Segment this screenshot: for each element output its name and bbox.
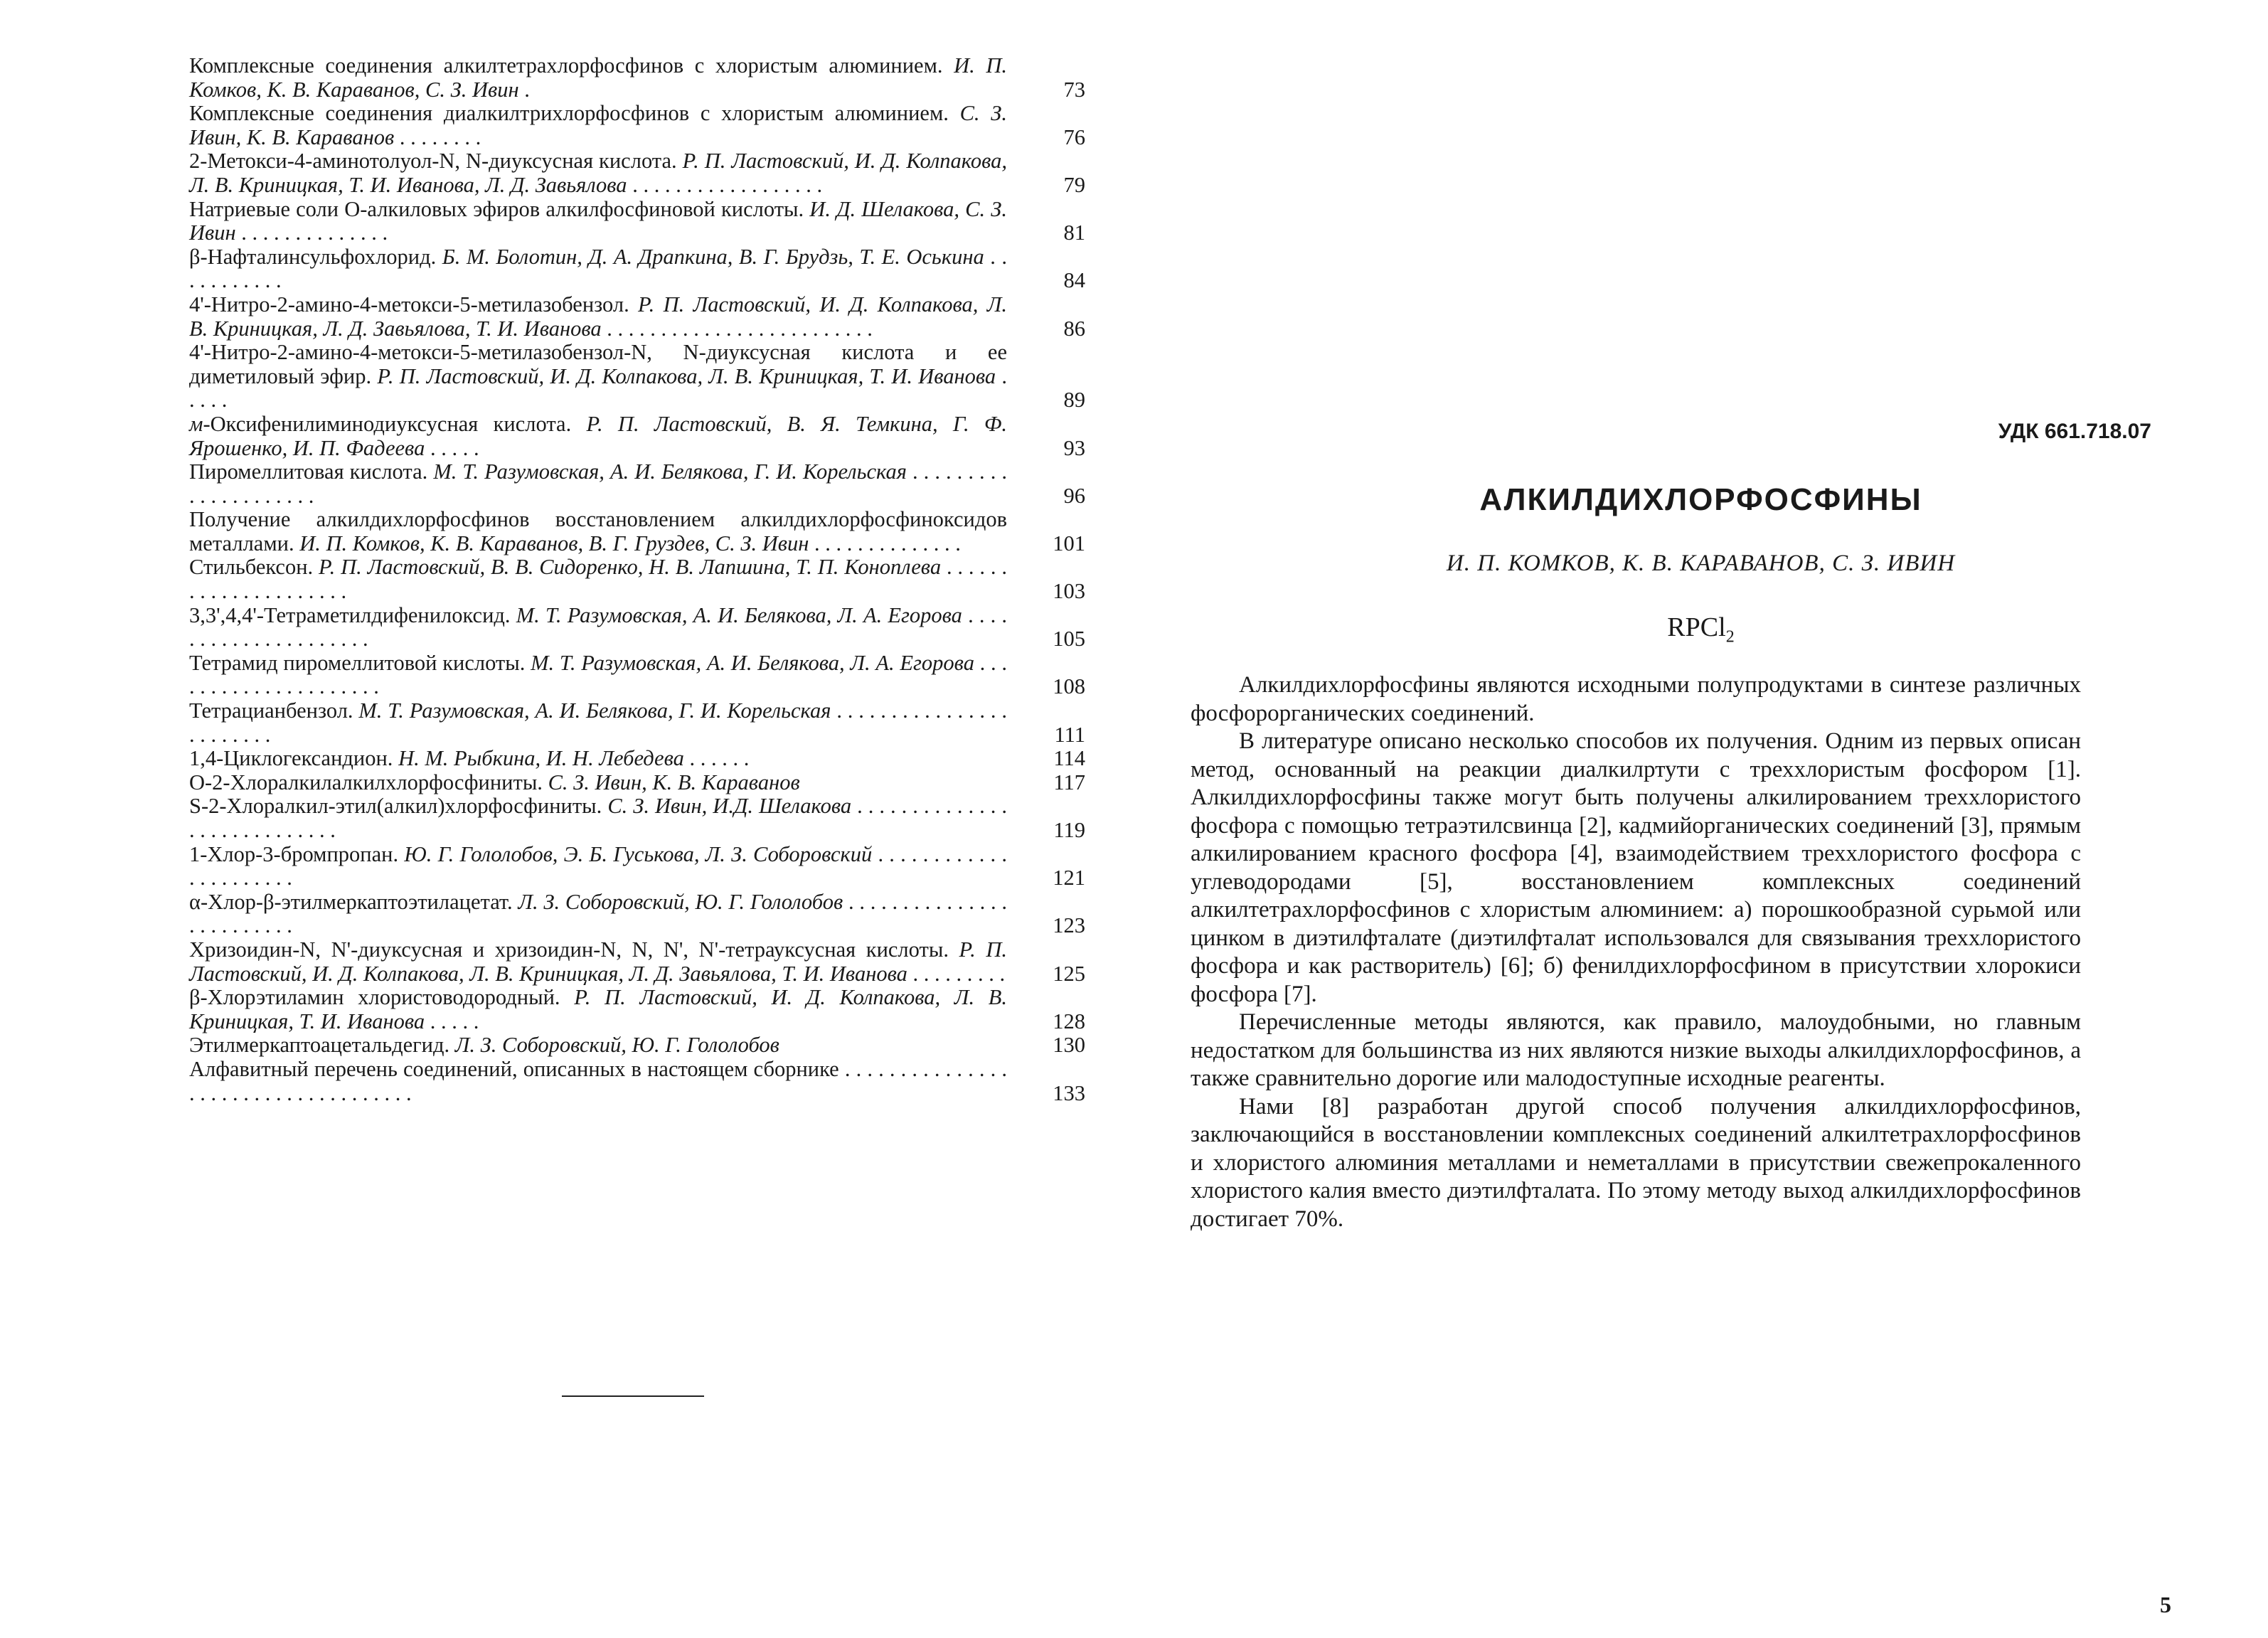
toc-entry-leader: . . . . . . . . . . . . . . . . . . . . . . . . xyxy=(189,698,1007,747)
toc-entry-text xyxy=(189,54,1007,102)
toc-entry-text xyxy=(189,604,1007,652)
toc-entry-page: 86 xyxy=(1063,316,1085,341)
paragraph: Алкилдихлорфосфины являются исходными полупродуктами в синтезе различных фосфорорганических соединений. xyxy=(1191,672,2081,726)
toc-entry-title: Тетрамид пиромеллитовой кислоты. xyxy=(189,650,531,675)
toc-entry-leader: . . . . . . . . xyxy=(394,124,481,149)
formula-subscript: 2 xyxy=(1725,627,1735,647)
toc-entry-leader: . xyxy=(518,77,530,102)
toc-entry-page: 101 xyxy=(1053,531,1085,555)
toc-entry-text xyxy=(189,245,1007,293)
chemical-formula xyxy=(1134,612,2268,647)
toc-entry-authors: И. Д. Шелакова, С. З. Ивин xyxy=(189,196,1007,245)
toc-entry-text xyxy=(189,555,1007,603)
paragraph: Нами [8] разработан другой способ получения алкилдихлорфосфинов, заключающийся в восстановлении комплексных соединений алкилтетрахлорфосфинов и хлористого алюминия металлами и неметаллами в присутствии свежепрокаленного хлористого калия вместо диэтилфталата. По этому методу выход алкилдихлорфосфинов достигает 70%. xyxy=(1191,1093,2081,1232)
toc-entry-authors: Р. П. Ластовский, И. Д. Колпакова, Л. В. Криницкая, Т. И. Иванова, Л. Д. Завьялова xyxy=(189,149,1008,197)
toc-entry-text xyxy=(189,843,1007,890)
toc-entry xyxy=(189,460,1085,508)
toc-entry xyxy=(189,149,1085,197)
toc-entry-page: 119 xyxy=(1053,818,1085,842)
toc-entry-page: 130 xyxy=(1053,1033,1085,1058)
toc-entry-page: 111 xyxy=(1054,722,1085,747)
toc-entry-title: 3,3',4,4'-Тетраметилдифенилоксид. xyxy=(189,602,516,627)
toc-entry-authors: М. Т. Разумовская, А. И. Белякова, Г. И. Корельская xyxy=(433,459,907,484)
toc-entry-authors: И. П. Комков, К. В. Караванов, С. З. Ивин xyxy=(189,53,1007,102)
toc-entry-page: 121 xyxy=(1053,866,1085,890)
toc-entry xyxy=(189,604,1085,652)
article-authors: И. П. КОМКОВ, К. В. КАРАВАНОВ, С. З. ИВИН xyxy=(1446,551,1956,576)
toc-entry-page: 81 xyxy=(1063,220,1085,245)
toc-entry-leader: . . . . . . . . . . . . . . . . . . . . . . . . . . . . . . . . . . . . xyxy=(189,1056,1008,1105)
toc-entry-page: 108 xyxy=(1053,674,1085,699)
toc-entry-title: 1,4-Циклогександион. xyxy=(189,746,399,771)
toc-entry-title: 4'-Нитро-2-амино-4-метокси-5-метилазобензол-N, N-диуксусная кислота и ее диметиловый эфир. xyxy=(189,340,1007,388)
toc-entry-leader: . . . . . . . . . . . xyxy=(189,244,1007,293)
toc-entry-authors: Р. П. Ластовский, И. Д. Колпакова, Л. В. Криницкая, Л. Д. Завьялова, Т. И. Иванова xyxy=(189,937,1007,986)
toc-entry-page: 133 xyxy=(1053,1080,1085,1105)
toc-entry-title: Тетрацианбензол. xyxy=(189,698,359,723)
toc-entry-page: 117 xyxy=(1053,770,1085,794)
udk-code: УДК 661.718.07 xyxy=(1998,420,2151,443)
toc-entry-text xyxy=(189,198,1007,245)
toc-entry-authors: Л. З. Соборовский, Ю. Г. Гололобов xyxy=(518,889,843,914)
toc-entry-title: О-2-Хлоралкилалкилхлорфосфиниты. xyxy=(189,770,548,794)
toc-entry-title: Получение алкилдихлорфосфинов восстановлением алкилдихлорфосфиноксидов металлами. xyxy=(189,507,1007,555)
toc-entry xyxy=(189,771,1085,795)
toc-entry-leader: . . . . . . . . . . . . . . . . . . . . . xyxy=(189,650,1008,699)
toc-entry xyxy=(189,293,1085,341)
article-title: АЛКИЛДИХЛОРФОСФИНЫ xyxy=(1479,482,1922,517)
toc-entry-page: 93 xyxy=(1063,435,1085,460)
toc-entry-title: 2-Метокси-4-аминотолуол-N, N-диуксусная кислота. xyxy=(189,149,683,174)
toc-entry-authors: Р. П. Ластовский, И. Д. Колпакова, Л. В. Криницкая, Л. Д. Завьялова, Т. И. Иванова xyxy=(189,292,1007,341)
toc-entry-leader: . . . . . . . . . . . . . . . . . . . . . xyxy=(189,459,1007,508)
toc-entry-text xyxy=(189,747,1007,771)
toc-entry-authors: М. Т. Разумовская, А. И. Белякова, Л. А. Егорова xyxy=(516,602,962,627)
toc-entry-text xyxy=(189,460,1007,508)
toc-entry-authors: Р. П. Ластовский, И. Д. Колпакова, Л. В. Криницкая, Т. И. Иванова xyxy=(377,363,996,388)
toc-entry xyxy=(189,747,1085,771)
toc-entry xyxy=(189,986,1085,1033)
toc-entry xyxy=(189,341,1085,413)
toc-entry-leader: . . . . . xyxy=(425,435,479,460)
toc-entry-page: 73 xyxy=(1063,77,1085,102)
toc-entry-authors: Ю. Г. Гололобов, Э. Б. Гуськова, Л. З. Соборовский xyxy=(404,841,873,866)
toc-entry-authors: М. Т. Разумовская, А. И. Белякова, Л. А. Егорова xyxy=(531,650,974,675)
toc-entry-authors: Р. П. Ластовский, И. Д. Колпакова, Л. В. Криницкая, Т. И. Иванова xyxy=(189,985,1007,1033)
toc-entry-text xyxy=(189,699,1007,747)
toc-entry xyxy=(189,652,1085,699)
toc-entry-title: Комплексные соединения диалкилтрихлорфосфинов с хлористым алюминием. xyxy=(189,101,960,126)
toc-entry-title: α-Хлор-β-этилмеркаптоэтилацетат. xyxy=(189,889,518,914)
formula-main: RPCl xyxy=(1667,612,1726,642)
toc-entry-leader: . . . . . . . . . xyxy=(907,961,1006,986)
toc-entry-title: Алфавитный перечень соединений, описанных в настоящем сборнике xyxy=(189,1056,839,1081)
toc-entry-prefix-italic: м xyxy=(189,411,203,436)
toc-entry-page: 103 xyxy=(1053,579,1085,604)
toc-entry-text xyxy=(189,890,1007,938)
toc-entry xyxy=(189,938,1085,986)
toc-entry-page: 79 xyxy=(1063,172,1085,197)
toc-entry-title: -Оксифенилиминодиуксусная кислота. xyxy=(203,411,587,436)
toc-entry-text xyxy=(189,293,1007,341)
toc-entry-text xyxy=(189,652,1007,699)
toc-entry-text xyxy=(189,102,1007,149)
toc-entry-leader: . . . . . . xyxy=(683,746,750,771)
toc-entry-page: 128 xyxy=(1053,1009,1085,1033)
toc-entry-text xyxy=(189,938,1007,986)
toc-entry-title: S-2-Хлоралкил-этил(алкил)хлорфосфиниты. xyxy=(189,794,608,819)
toc-entry xyxy=(189,843,1085,890)
toc-entry-authors: Р. П. Ластовский, В. Я. Темкина, Г. Ф. Ярошенко, И. П. Фадеева xyxy=(189,411,1007,460)
toc-entry-text xyxy=(189,413,1007,460)
toc-entry xyxy=(189,245,1085,293)
toc-entry xyxy=(189,54,1085,102)
toc-entry-text xyxy=(189,794,1007,842)
toc-entry xyxy=(189,198,1085,245)
toc-entry-text xyxy=(189,341,1007,413)
toc-entry-title: Комплексные соединения алкилтетрахлорфосфинов с хлористым алюминием. xyxy=(189,53,954,78)
toc-entry-leader: . . . . . xyxy=(425,1009,479,1033)
toc-entry-text xyxy=(189,508,1007,555)
toc-entry-authors: Н. М. Рыбкина, И. Н. Лебедева xyxy=(398,746,684,771)
toc-entry-page: 96 xyxy=(1063,483,1085,508)
toc-entry-text xyxy=(189,1058,1007,1105)
toc-entry-leader: . . . . . . . . . . . . . . . . . . . . . . . . . xyxy=(601,316,873,341)
toc-entry-leader: . . . . . . . . . . . . . . . . . . . . . . xyxy=(189,841,1007,890)
toc-entry xyxy=(189,794,1085,842)
toc-entry xyxy=(189,1033,1085,1058)
table-of-contents xyxy=(189,54,1085,1105)
toc-entry-page: 123 xyxy=(1053,913,1085,938)
toc-entry-leader: . . . . . . . . . . . . . . . . . . . . . . . . . xyxy=(189,889,1007,938)
toc-entry-title: Стильбексон. xyxy=(189,555,319,580)
toc-entry-text xyxy=(189,1033,1007,1058)
toc-entry-page: 105 xyxy=(1053,627,1085,652)
toc-entry xyxy=(189,890,1085,938)
article-body xyxy=(1191,671,2081,1233)
toc-entry-authors: И. П. Комков, К. В. Караванов, В. Г. Груздев, С. З. Ивин xyxy=(299,531,809,555)
toc-entry-title: β-Хлорэтиламин хлористоводородный. xyxy=(189,985,575,1010)
toc-entry-page: 125 xyxy=(1053,961,1085,986)
toc-entry-page: 76 xyxy=(1063,124,1085,149)
end-rule xyxy=(562,1395,704,1397)
toc-entry-title: Натриевые соли О-алкиловых эфиров алкилфосфиновой кислоты. xyxy=(189,196,810,221)
toc-entry-authors: Б. М. Болотин, Д. А. Драпкина, В. Г. Брудзь, Т. Е. Оськина xyxy=(442,244,984,269)
toc-entry-text xyxy=(189,771,1007,795)
toc-entry-text xyxy=(189,149,1007,197)
toc-entry-page: 89 xyxy=(1063,388,1085,413)
right-page xyxy=(1134,0,2268,1638)
toc-entry xyxy=(189,555,1085,603)
toc-entry xyxy=(189,102,1085,149)
toc-entry-leader: . . . . . xyxy=(189,363,1007,413)
toc-entry-title: 1-Хлор-3-бромпропан. xyxy=(189,841,405,866)
toc-entry-title: Хризоидин-N, N'-диуксусная и хризоидин-N, N, N', N'-тетрауксусная кислоты. xyxy=(189,937,959,962)
toc-entry-authors: Р. П. Ластовский, В. В. Сидоренко, Н. В. Лапшина, Т. П. Коноплева xyxy=(319,555,942,580)
toc-entry-leader: . . . . . . . . . . . . . . . . . . . . . . . . . . . . xyxy=(189,794,1007,842)
toc-entry-page: 114 xyxy=(1053,746,1085,771)
paragraph: Перечисленные методы являются, как правило, малоудобными, но главным недостатком для большинства из них являются низкие выходы алкилдихлорфосфинов, а также сравнительно дорогие или малодоступные исходные реагенты. xyxy=(1191,1009,2081,1091)
toc-entry xyxy=(189,508,1085,555)
page-number: 5 xyxy=(2160,1592,2171,1617)
toc-entry-leader: . . . . . . . . . . . . . . . . . . . . . xyxy=(189,555,1008,604)
toc-entry-leader: . . . . . . . . . . . . . . xyxy=(809,531,961,555)
toc-entry-title: Этилмеркаптоацетальдегид. xyxy=(189,1033,455,1058)
toc-entry-title: β-Нафталинсульфохлорид. xyxy=(189,244,442,269)
toc-entry-authors: М. Т. Разумовская, А. И. Белякова, Г. И. Корельская xyxy=(358,698,831,723)
toc-entry-authors: С. З. Ивин, К. В. Караванов xyxy=(548,770,800,794)
toc-entry xyxy=(189,699,1085,747)
toc-entry-authors: Л. З. Соборовский, Ю. Г. Гололобов xyxy=(454,1033,779,1058)
toc-entry-title: Пиромеллитовая кислота. xyxy=(189,459,434,484)
toc-entry-leader: . . . . . . . . . . . . . . . . . . . . . xyxy=(189,602,1008,652)
toc-entry-leader: . . . . . . . . . . . . . . xyxy=(235,220,388,245)
toc-entry-authors: С. З. Ивин, И.Д. Шелакова xyxy=(607,794,852,819)
toc-entry-authors: С. З. Ивин, К. В. Караванов xyxy=(189,101,1007,149)
toc-entry-title: 4'-Нитро-2-амино-4-метокси-5-метилазобензол. xyxy=(189,292,639,317)
paragraph: В литературе описано несколько способов их получения. Одним из первых описан метод, основанный на реакции диалкилртути с треххлористым фосфором [1]. Алкилдихлорфосфины также могут быть получены алкилированием треххлористого фосфора с помощью тетраэтилсвинца [2], кадмийорганических соединений [3], прямым алкилированием красного фосфора [4], взаимодействием треххлористого фосфора с углеводородами [5], восстановлением комплексных соединений алкилтетрахлорфосфинов с хлористым алюминием: а) порошкообразной сурьмой или цинком в диэтилфталате (диэтилфталат использовался для связывания треххлористого фосфора и как растворитель) [6]; б) фенилдихлорфосфином в присутствии хлорокиси фосфора [7]. xyxy=(1191,728,2081,1007)
toc-entry-leader: . . . . . . . . . . . . . . . . . . xyxy=(627,172,823,197)
toc-entry-text xyxy=(189,986,1007,1033)
toc-entry xyxy=(189,413,1085,460)
toc-entry-page: 84 xyxy=(1063,268,1085,293)
toc-entry xyxy=(189,1058,1085,1105)
